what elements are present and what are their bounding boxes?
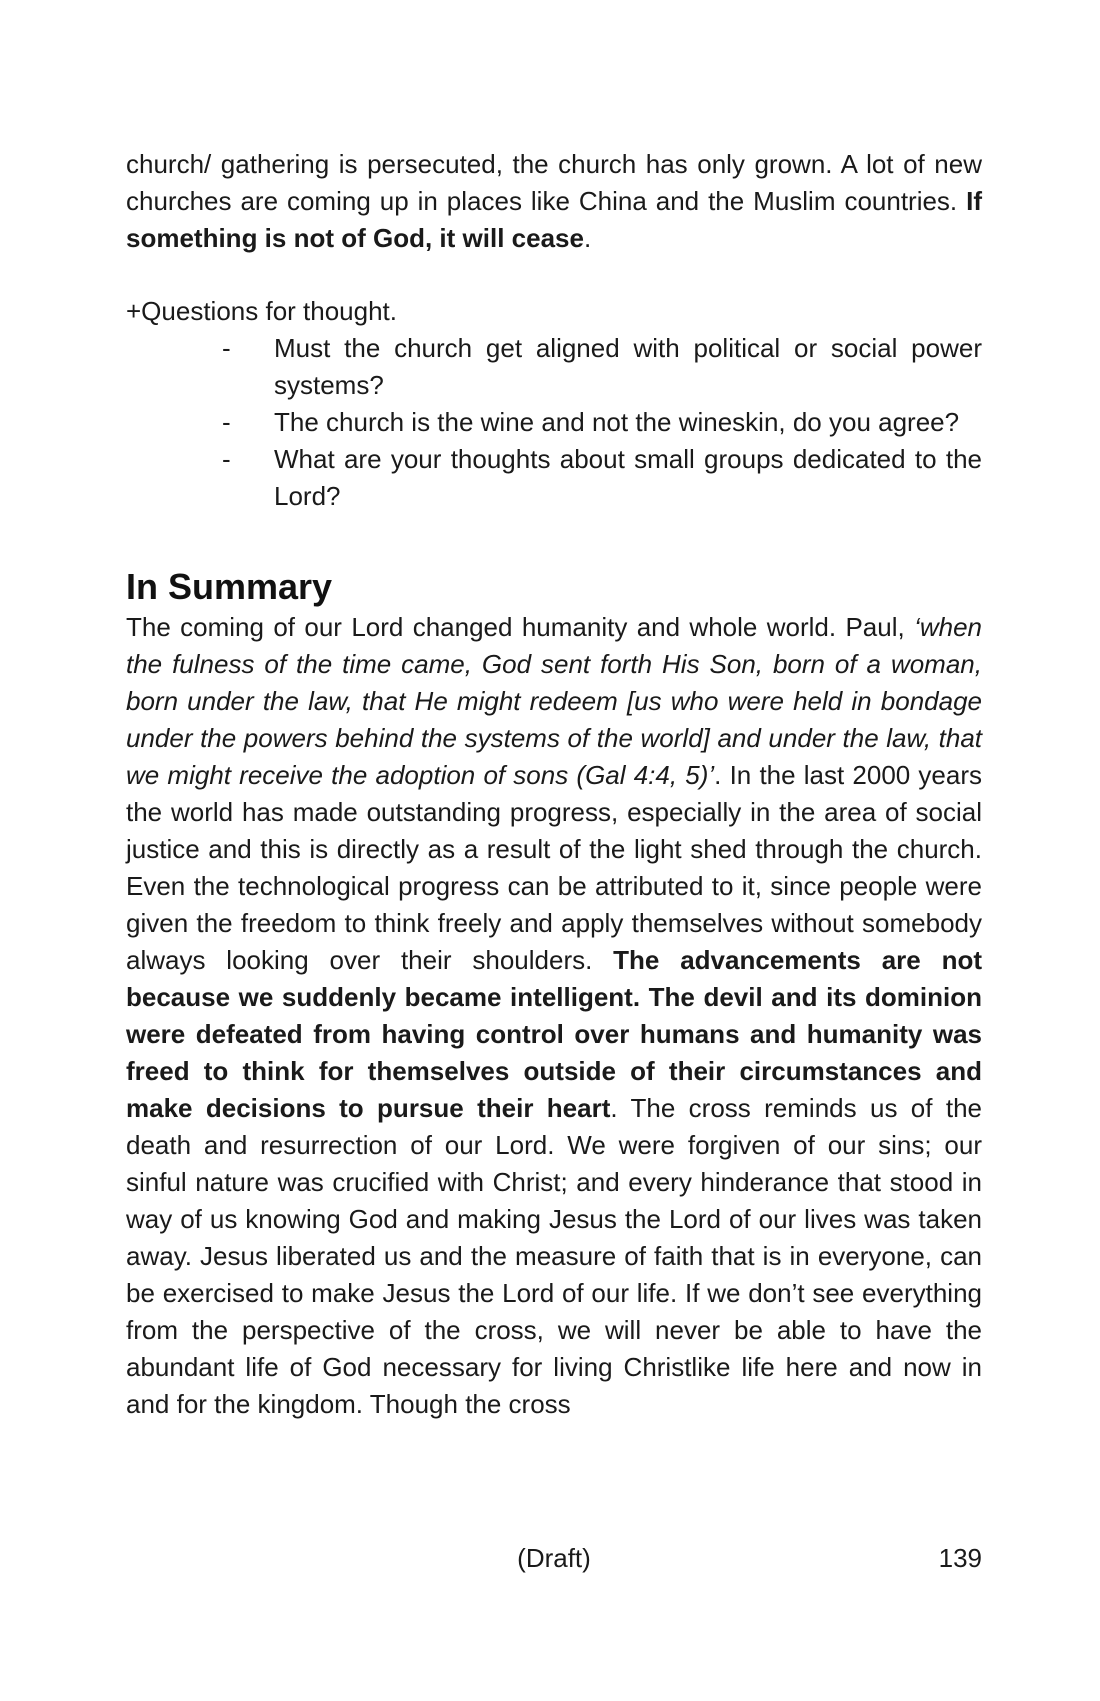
intro-paragraph [126, 146, 982, 257]
intro-bold-statement: If something is not of God, it will cease [126, 186, 982, 253]
page-number: 139 [938, 1543, 982, 1573]
question-item [126, 404, 982, 441]
questions-list [126, 330, 982, 515]
summary-text-1: The coming of our Lord changed humanity and whole world. Paul, [126, 612, 915, 642]
list-dash: - [222, 444, 231, 474]
intro-text: church/ gathering is persecuted, the church has only grown. A lot of new churches are coming up in places like China and the Muslim countries. [126, 149, 982, 216]
list-dash: - [222, 333, 231, 363]
question-text: The church is the wine and not the wineskin, do you agree? [274, 407, 960, 437]
draft-label: (Draft) [517, 1543, 591, 1573]
question-item [126, 441, 982, 515]
question-item [126, 330, 982, 404]
summary-text-2: . In the last 2000 years the world has made outstanding progress, especially in the area of social justice and this is directly as a result of the light shed through the church. Even the technological progress can be attributed to it, since people were given the freedom to think freely and apply themselves without somebody always looking over their shoulders. [126, 760, 983, 975]
summary-quote: ‘when the fulness of the time came, God sent forth His Son, born of a woman, born under the law, that He might redeem [us who were held in bondage under the powers behind the systems of the world] and under the law, that we might receive the adoption of sons (Gal 4:4, 5)’ [126, 612, 982, 790]
summary-paragraph [126, 609, 982, 1423]
section-title: In Summary [126, 566, 333, 607]
intro-end: . [583, 223, 592, 253]
question-text: Must the church get aligned with political or social power systems? [274, 333, 982, 400]
summary-text-3: . The cross reminds us of the death and resurrection of our Lord. We were forgiven of our sins; our sinful nature was crucified with Christ; and every hinderance that stood in way of us knowing God and making Jesus the Lord of our lives was taken away. Jesus liberated us and the measure of faith that is in everyone, can be exercised to make Jesus the Lord of our life. If we don’t see everything from the perspective of the cross, we will never be able to have the abundant life of God necessary for living Christlike life here and now in and for the kingdom. Though the cross [126, 1093, 982, 1419]
page-footer [126, 1538, 982, 1578]
question-text: What are your thoughts about small groups dedicated to the Lord? [274, 444, 982, 511]
list-dash: - [222, 407, 231, 437]
summary-bold-statement: The advancements are not because we suddenly became intelligent. The devil and its dominion were defeated from having control over humans and humanity was freed to think for themselves outside of their circumstances and make decisions to pursue their heart [126, 945, 982, 1123]
page-body [126, 146, 982, 1423]
questions-heading: +Questions for thought. [126, 296, 398, 326]
